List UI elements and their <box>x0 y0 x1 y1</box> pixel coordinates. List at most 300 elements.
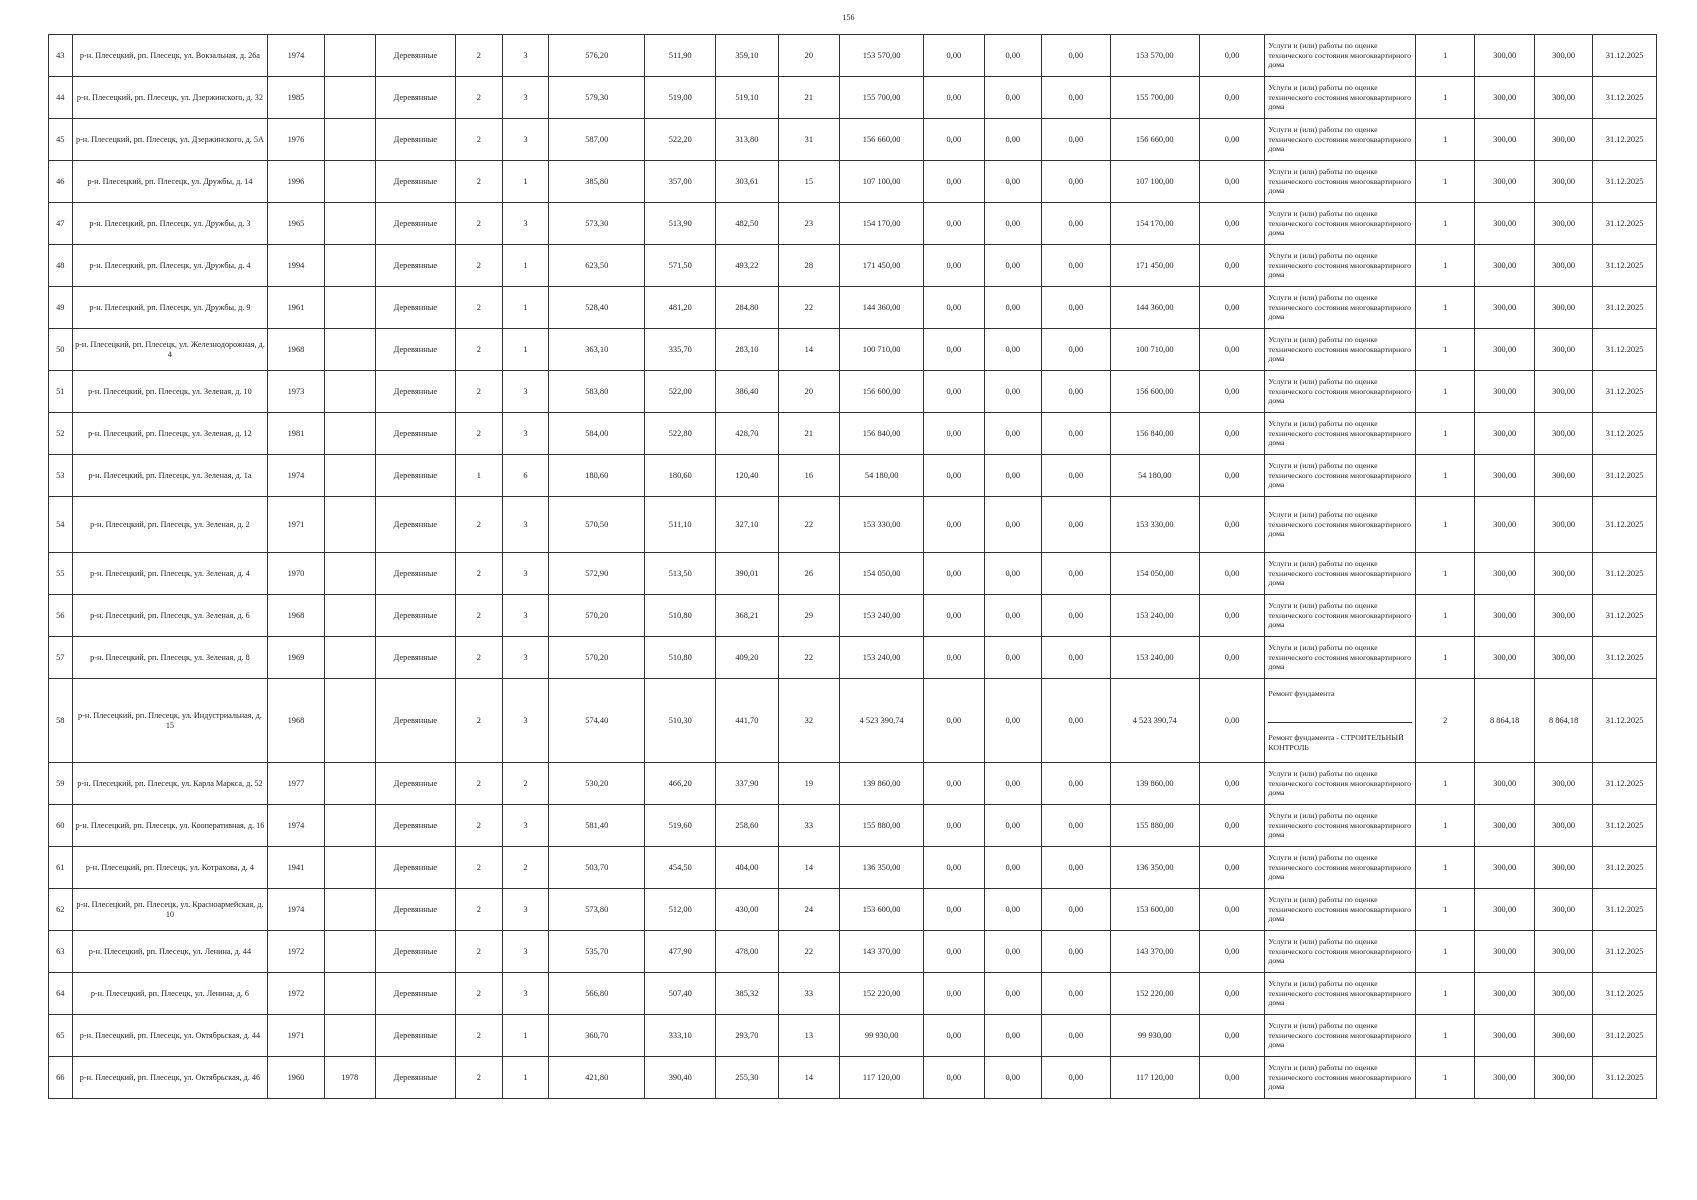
cell-work-type <box>1265 455 1416 497</box>
cell-fund-local: 0,00 <box>1041 119 1110 161</box>
cell-fund-federal: 0,00 <box>924 931 984 973</box>
cell-fund-regional: 0,00 <box>984 35 1041 77</box>
cell-completion-date: 31.12.2025 <box>1593 497 1657 553</box>
cell-fund-owners: 100 710,00 <box>1110 329 1199 371</box>
cell-fund-local: 0,00 <box>1041 287 1110 329</box>
cell-overhaul-year <box>324 847 375 889</box>
cell-total-cost: 154 170,00 <box>840 203 924 245</box>
cell-wall-material: Деревянные <box>375 455 455 497</box>
cell-overhaul-year <box>324 161 375 203</box>
cell-build-year: 1972 <box>268 973 324 1015</box>
cell-total-cost: 153 600,00 <box>840 889 924 931</box>
cell-work-type <box>1265 371 1416 413</box>
cell-entrances-count: 2 <box>502 847 548 889</box>
cell-wall-material: Деревянные <box>375 679 455 763</box>
cell-fund-owners: 153 240,00 <box>1110 637 1199 679</box>
cell-row-number: 55 <box>49 553 73 595</box>
cell-completion-date: 31.12.2025 <box>1593 203 1657 245</box>
cell-max-unit-cost: 300,00 <box>1534 973 1592 1015</box>
cell-unit-cost: 300,00 <box>1475 889 1534 931</box>
cell-overhaul-year <box>324 805 375 847</box>
work-line: Услуги и (или) работы по оценке технического состояния многоквартирного дома <box>1268 293 1412 322</box>
cell-work-count: 1 <box>1416 1015 1475 1057</box>
cell-build-year: 1941 <box>268 847 324 889</box>
cell-wall-material: Деревянные <box>375 637 455 679</box>
cell-overhaul-year <box>324 889 375 931</box>
cell-fund-federal: 0,00 <box>924 203 984 245</box>
cell-residential-area: 507,40 <box>645 973 716 1015</box>
cell-owned-area: 478,00 <box>716 931 779 973</box>
cell-address: р-н. Плесецкий, рп. Плесецк, ул. Октябрьская, д. 44 <box>72 1015 268 1057</box>
cell-work-count: 1 <box>1416 371 1475 413</box>
cell-unit-cost: 300,00 <box>1475 77 1534 119</box>
cell-row-number: 49 <box>49 287 73 329</box>
housing-program-table <box>48 34 1657 1099</box>
cell-total-cost: 153 240,00 <box>840 595 924 637</box>
cell-overhaul-year <box>324 763 375 805</box>
cell-entrances-count: 3 <box>502 595 548 637</box>
cell-fund-other: 0,00 <box>1199 637 1265 679</box>
cell-work-count: 1 <box>1416 161 1475 203</box>
cell-fund-regional: 0,00 <box>984 455 1041 497</box>
cell-max-unit-cost: 300,00 <box>1534 119 1592 161</box>
cell-overhaul-year <box>324 973 375 1015</box>
cell-fund-federal: 0,00 <box>924 1015 984 1057</box>
cell-build-year: 1976 <box>268 119 324 161</box>
work-line: Услуги и (или) работы по оценке технического состояния многоквартирного дома <box>1268 510 1412 539</box>
cell-overhaul-year <box>324 931 375 973</box>
cell-residents-count: 28 <box>778 245 839 287</box>
cell-total-area: 360,70 <box>549 1015 645 1057</box>
cell-owned-area: 120,40 <box>716 455 779 497</box>
cell-work-count: 1 <box>1416 35 1475 77</box>
cell-work-type <box>1265 637 1416 679</box>
work-line: Услуги и (или) работы по оценке технического состояния многоквартирного дома <box>1268 811 1412 840</box>
cell-row-number: 61 <box>49 847 73 889</box>
cell-residents-count: 33 <box>778 805 839 847</box>
cell-fund-owners: 155 880,00 <box>1110 805 1199 847</box>
cell-wall-material: Деревянные <box>375 889 455 931</box>
cell-residents-count: 15 <box>778 161 839 203</box>
cell-max-unit-cost: 300,00 <box>1534 1015 1592 1057</box>
cell-fund-owners: 152 220,00 <box>1110 973 1199 1015</box>
cell-residential-area: 466,20 <box>645 763 716 805</box>
cell-max-unit-cost: 300,00 <box>1534 35 1592 77</box>
cell-fund-local: 0,00 <box>1041 595 1110 637</box>
cell-entrances-count: 3 <box>502 973 548 1015</box>
cell-fund-local: 0,00 <box>1041 805 1110 847</box>
cell-fund-regional: 0,00 <box>984 497 1041 553</box>
cell-total-cost: 153 570,00 <box>840 35 924 77</box>
cell-owned-area: 368,21 <box>716 595 779 637</box>
cell-fund-owners: 117 120,00 <box>1110 1057 1199 1099</box>
cell-fund-local: 0,00 <box>1041 637 1110 679</box>
cell-fund-federal: 0,00 <box>924 287 984 329</box>
cell-residents-count: 19 <box>778 763 839 805</box>
cell-fund-regional: 0,00 <box>984 553 1041 595</box>
cell-owned-area: 283,10 <box>716 329 779 371</box>
cell-fund-regional: 0,00 <box>984 595 1041 637</box>
cell-row-number: 58 <box>49 679 73 763</box>
cell-row-number: 46 <box>49 161 73 203</box>
cell-total-area: 180,60 <box>549 455 645 497</box>
cell-max-unit-cost: 300,00 <box>1534 1057 1592 1099</box>
cell-owned-area: 404,00 <box>716 847 779 889</box>
cell-residential-area: 335,70 <box>645 329 716 371</box>
cell-build-year: 1974 <box>268 455 324 497</box>
table-row <box>49 889 1657 931</box>
cell-fund-regional: 0,00 <box>984 973 1041 1015</box>
cell-residents-count: 26 <box>778 553 839 595</box>
cell-work-count: 1 <box>1416 287 1475 329</box>
cell-fund-other: 0,00 <box>1199 329 1265 371</box>
cell-completion-date: 31.12.2025 <box>1593 1057 1657 1099</box>
cell-entrances-count: 3 <box>502 889 548 931</box>
cell-build-year: 1961 <box>268 287 324 329</box>
cell-owned-area: 386,40 <box>716 371 779 413</box>
cell-unit-cost: 300,00 <box>1475 595 1534 637</box>
cell-wall-material: Деревянные <box>375 973 455 1015</box>
cell-overhaul-year <box>324 329 375 371</box>
cell-residents-count: 22 <box>778 287 839 329</box>
cell-fund-other: 0,00 <box>1199 847 1265 889</box>
cell-owned-area: 327,10 <box>716 497 779 553</box>
cell-entrances-count: 3 <box>502 637 548 679</box>
cell-completion-date: 31.12.2025 <box>1593 287 1657 329</box>
cell-completion-date: 31.12.2025 <box>1593 637 1657 679</box>
work-line: Ремонт фундамента <box>1268 688 1335 698</box>
cell-build-year: 1969 <box>268 637 324 679</box>
table-row <box>49 497 1657 553</box>
cell-fund-local: 0,00 <box>1041 973 1110 1015</box>
cell-residential-area: 513,50 <box>645 553 716 595</box>
cell-overhaul-year: 1978 <box>324 1057 375 1099</box>
cell-owned-area: 519,10 <box>716 77 779 119</box>
cell-max-unit-cost: 300,00 <box>1534 637 1592 679</box>
cell-wall-material: Деревянные <box>375 287 455 329</box>
cell-fund-other: 0,00 <box>1199 119 1265 161</box>
cell-fund-regional: 0,00 <box>984 931 1041 973</box>
table-row <box>49 371 1657 413</box>
cell-total-cost: 152 220,00 <box>840 973 924 1015</box>
cell-fund-local: 0,00 <box>1041 497 1110 553</box>
cell-total-area: 574,40 <box>549 679 645 763</box>
cell-max-unit-cost: 300,00 <box>1534 595 1592 637</box>
cell-entrances-count: 3 <box>502 679 548 763</box>
cell-fund-local: 0,00 <box>1041 679 1110 763</box>
cell-build-year: 1968 <box>268 679 324 763</box>
work-line: Услуги и (или) работы по оценке технического состояния многоквартирного дома <box>1268 853 1412 882</box>
cell-fund-federal: 0,00 <box>924 119 984 161</box>
cell-residents-count: 23 <box>778 203 839 245</box>
cell-completion-date: 31.12.2025 <box>1593 119 1657 161</box>
cell-fund-regional: 0,00 <box>984 245 1041 287</box>
cell-owned-area: 493,22 <box>716 245 779 287</box>
cell-work-type <box>1265 161 1416 203</box>
cell-address: р-н. Плесецкий, рп. Плесецк, ул. Дзержинского, д. 32 <box>72 77 268 119</box>
cell-wall-material: Деревянные <box>375 553 455 595</box>
cell-row-number: 62 <box>49 889 73 931</box>
cell-build-year: 1985 <box>268 77 324 119</box>
cell-overhaul-year <box>324 287 375 329</box>
cell-build-year: 1974 <box>268 889 324 931</box>
table-row <box>49 287 1657 329</box>
cell-row-number: 54 <box>49 497 73 553</box>
cell-fund-other: 0,00 <box>1199 35 1265 77</box>
cell-owned-area: 359,10 <box>716 35 779 77</box>
cell-residential-area: 477,90 <box>645 931 716 973</box>
cell-floors-count: 2 <box>455 637 502 679</box>
cell-max-unit-cost: 300,00 <box>1534 287 1592 329</box>
cell-total-cost: 107 100,00 <box>840 161 924 203</box>
cell-fund-federal: 0,00 <box>924 847 984 889</box>
table-row <box>49 35 1657 77</box>
cell-total-area: 385,80 <box>549 161 645 203</box>
cell-work-type <box>1265 1015 1416 1057</box>
work-line: Ремонт фундамента - СТРОИТЕЛЬНЫЙ КОНТРОЛЬ <box>1268 722 1412 752</box>
cell-fund-other: 0,00 <box>1199 287 1265 329</box>
cell-fund-regional: 0,00 <box>984 413 1041 455</box>
cell-completion-date: 31.12.2025 <box>1593 679 1657 763</box>
cell-entrances-count: 3 <box>502 119 548 161</box>
work-line: Услуги и (или) работы по оценке технического состояния многоквартирного дома <box>1268 601 1412 630</box>
cell-completion-date: 31.12.2025 <box>1593 805 1657 847</box>
cell-fund-local: 0,00 <box>1041 553 1110 595</box>
cell-work-type <box>1265 553 1416 595</box>
cell-row-number: 59 <box>49 763 73 805</box>
cell-floors-count: 2 <box>455 1057 502 1099</box>
cell-total-area: 623,50 <box>549 245 645 287</box>
cell-entrances-count: 3 <box>502 553 548 595</box>
cell-residents-count: 14 <box>778 329 839 371</box>
cell-unit-cost: 300,00 <box>1475 35 1534 77</box>
work-line: Услуги и (или) работы по оценке технического состояния многоквартирного дома <box>1268 167 1412 196</box>
cell-address: р-н. Плесецкий, рп. Плесецк, ул. Зеленая, д. 10 <box>72 371 268 413</box>
work-line: Услуги и (или) работы по оценке технического состояния многоквартирного дома <box>1268 335 1412 364</box>
cell-address: р-н. Плесецкий, рп. Плесецк, ул. Железнодорожная, д. 4 <box>72 329 268 371</box>
cell-overhaul-year <box>324 245 375 287</box>
cell-residential-area: 519,00 <box>645 77 716 119</box>
cell-address: р-н. Плесецкий, рп. Плесецк, ул. Дружбы, д. 9 <box>72 287 268 329</box>
cell-total-cost: 54 180,00 <box>840 455 924 497</box>
cell-row-number: 50 <box>49 329 73 371</box>
cell-total-area: 503,70 <box>549 847 645 889</box>
cell-entrances-count: 3 <box>502 371 548 413</box>
cell-entrances-count: 3 <box>502 413 548 455</box>
work-line: Услуги и (или) работы по оценке технического состояния многоквартирного дома <box>1268 83 1412 112</box>
cell-max-unit-cost: 300,00 <box>1534 245 1592 287</box>
cell-fund-regional: 0,00 <box>984 805 1041 847</box>
cell-unit-cost: 300,00 <box>1475 553 1534 595</box>
cell-residential-area: 511,10 <box>645 497 716 553</box>
cell-fund-owners: 144 360,00 <box>1110 287 1199 329</box>
cell-address: р-н. Плесецкий, рп. Плесецк, ул. Зеленая, д. 8 <box>72 637 268 679</box>
cell-total-area: 570,20 <box>549 595 645 637</box>
cell-entrances-count: 3 <box>502 931 548 973</box>
cell-build-year: 1996 <box>268 161 324 203</box>
cell-work-count: 1 <box>1416 455 1475 497</box>
cell-entrances-count: 1 <box>502 1057 548 1099</box>
cell-residents-count: 22 <box>778 637 839 679</box>
cell-fund-other: 0,00 <box>1199 973 1265 1015</box>
cell-work-count: 1 <box>1416 847 1475 889</box>
cell-floors-count: 1 <box>455 455 502 497</box>
cell-work-count: 1 <box>1416 973 1475 1015</box>
cell-unit-cost: 300,00 <box>1475 245 1534 287</box>
cell-residential-area: 333,10 <box>645 1015 716 1057</box>
cell-residents-count: 33 <box>778 973 839 1015</box>
cell-build-year: 1973 <box>268 371 324 413</box>
cell-owned-area: 293,70 <box>716 1015 779 1057</box>
cell-fund-regional: 0,00 <box>984 77 1041 119</box>
cell-completion-date: 31.12.2025 <box>1593 329 1657 371</box>
cell-fund-regional: 0,00 <box>984 637 1041 679</box>
cell-fund-regional: 0,00 <box>984 371 1041 413</box>
cell-residential-area: 522,20 <box>645 119 716 161</box>
cell-owned-area: 441,70 <box>716 679 779 763</box>
cell-fund-regional: 0,00 <box>984 763 1041 805</box>
cell-floors-count: 2 <box>455 245 502 287</box>
cell-fund-regional: 0,00 <box>984 119 1041 161</box>
cell-floors-count: 2 <box>455 287 502 329</box>
cell-unit-cost: 300,00 <box>1475 637 1534 679</box>
cell-completion-date: 31.12.2025 <box>1593 245 1657 287</box>
cell-completion-date: 31.12.2025 <box>1593 161 1657 203</box>
cell-completion-date: 31.12.2025 <box>1593 595 1657 637</box>
cell-completion-date: 31.12.2025 <box>1593 1015 1657 1057</box>
work-line: Услуги и (или) работы по оценке технического состояния многоквартирного дома <box>1268 979 1412 1008</box>
cell-work-type <box>1265 973 1416 1015</box>
cell-residents-count: 21 <box>778 77 839 119</box>
cell-work-count: 1 <box>1416 1057 1475 1099</box>
cell-work-count: 1 <box>1416 637 1475 679</box>
cell-fund-federal: 0,00 <box>924 805 984 847</box>
cell-work-type <box>1265 679 1416 763</box>
cell-work-count: 1 <box>1416 119 1475 161</box>
cell-completion-date: 31.12.2025 <box>1593 77 1657 119</box>
cell-build-year: 1981 <box>268 413 324 455</box>
work-line: Услуги и (или) работы по оценке технического состояния многоквартирного дома <box>1268 769 1412 798</box>
cell-wall-material: Деревянные <box>375 931 455 973</box>
cell-residents-count: 20 <box>778 371 839 413</box>
cell-wall-material: Деревянные <box>375 245 455 287</box>
cell-build-year: 1974 <box>268 35 324 77</box>
table-row <box>49 805 1657 847</box>
cell-max-unit-cost: 8 864,18 <box>1534 679 1592 763</box>
cell-owned-area: 390,01 <box>716 553 779 595</box>
cell-fund-federal: 0,00 <box>924 973 984 1015</box>
cell-wall-material: Деревянные <box>375 763 455 805</box>
cell-total-cost: 153 330,00 <box>840 497 924 553</box>
cell-owned-area: 482,50 <box>716 203 779 245</box>
cell-total-area: 584,00 <box>549 413 645 455</box>
cell-row-number: 53 <box>49 455 73 497</box>
cell-unit-cost: 300,00 <box>1475 161 1534 203</box>
cell-max-unit-cost: 300,00 <box>1534 847 1592 889</box>
cell-residents-count: 31 <box>778 119 839 161</box>
cell-fund-federal: 0,00 <box>924 161 984 203</box>
cell-fund-owners: 153 600,00 <box>1110 889 1199 931</box>
cell-wall-material: Деревянные <box>375 161 455 203</box>
cell-fund-regional: 0,00 <box>984 1057 1041 1099</box>
cell-floors-count: 2 <box>455 889 502 931</box>
cell-floors-count: 2 <box>455 161 502 203</box>
cell-owned-area: 255,30 <box>716 1057 779 1099</box>
cell-total-cost: 154 050,00 <box>840 553 924 595</box>
cell-fund-other: 0,00 <box>1199 497 1265 553</box>
cell-work-type <box>1265 1057 1416 1099</box>
cell-fund-owners: 154 050,00 <box>1110 553 1199 595</box>
cell-unit-cost: 300,00 <box>1475 455 1534 497</box>
cell-owned-area: 430,00 <box>716 889 779 931</box>
cell-row-number: 64 <box>49 973 73 1015</box>
cell-overhaul-year <box>324 595 375 637</box>
cell-fund-owners: 153 570,00 <box>1110 35 1199 77</box>
cell-fund-federal: 0,00 <box>924 245 984 287</box>
cell-completion-date: 31.12.2025 <box>1593 931 1657 973</box>
cell-fund-local: 0,00 <box>1041 245 1110 287</box>
cell-fund-other: 0,00 <box>1199 77 1265 119</box>
table-row <box>49 1057 1657 1099</box>
cell-address: р-н. Плесецкий, рп. Плесецк, ул. Дружбы, д. 14 <box>72 161 268 203</box>
cell-owned-area: 303,61 <box>716 161 779 203</box>
cell-row-number: 60 <box>49 805 73 847</box>
work-line: Услуги и (или) работы по оценке технического состояния многоквартирного дома <box>1268 559 1412 588</box>
cell-address: р-н. Плесецкий, рп. Плесецк, ул. Индустриальная, д. 15 <box>72 679 268 763</box>
cell-fund-owners: 143 370,00 <box>1110 931 1199 973</box>
cell-residential-area: 519,60 <box>645 805 716 847</box>
table-row <box>49 161 1657 203</box>
cell-address: р-н. Плесецкий, рп. Плесецк, ул. Ленина, д. 6 <box>72 973 268 1015</box>
cell-total-cost: 117 120,00 <box>840 1057 924 1099</box>
cell-fund-owners: 154 170,00 <box>1110 203 1199 245</box>
cell-fund-federal: 0,00 <box>924 637 984 679</box>
cell-work-type <box>1265 497 1416 553</box>
cell-fund-owners: 54 180,00 <box>1110 455 1199 497</box>
cell-wall-material: Деревянные <box>375 413 455 455</box>
cell-fund-regional: 0,00 <box>984 161 1041 203</box>
cell-max-unit-cost: 300,00 <box>1534 763 1592 805</box>
cell-build-year: 1970 <box>268 553 324 595</box>
cell-fund-owners: 139 860,00 <box>1110 763 1199 805</box>
cell-fund-federal: 0,00 <box>924 553 984 595</box>
cell-row-number: 51 <box>49 371 73 413</box>
cell-total-area: 566,80 <box>549 973 645 1015</box>
cell-fund-owners: 156 600,00 <box>1110 371 1199 413</box>
cell-max-unit-cost: 300,00 <box>1534 203 1592 245</box>
cell-row-number: 47 <box>49 203 73 245</box>
cell-floors-count: 2 <box>455 553 502 595</box>
cell-total-area: 587,00 <box>549 119 645 161</box>
cell-wall-material: Деревянные <box>375 371 455 413</box>
cell-row-number: 48 <box>49 245 73 287</box>
cell-floors-count: 2 <box>455 119 502 161</box>
cell-build-year: 1971 <box>268 1015 324 1057</box>
cell-floors-count: 2 <box>455 595 502 637</box>
cell-entrances-count: 1 <box>502 161 548 203</box>
cell-unit-cost: 300,00 <box>1475 119 1534 161</box>
cell-residential-area: 510,80 <box>645 637 716 679</box>
table-row <box>49 763 1657 805</box>
cell-residential-area: 454,50 <box>645 847 716 889</box>
cell-overhaul-year <box>324 497 375 553</box>
cell-fund-other: 0,00 <box>1199 455 1265 497</box>
cell-fund-federal: 0,00 <box>924 329 984 371</box>
cell-total-area: 573,80 <box>549 889 645 931</box>
cell-unit-cost: 300,00 <box>1475 203 1534 245</box>
cell-total-cost: 144 360,00 <box>840 287 924 329</box>
cell-unit-cost: 300,00 <box>1475 413 1534 455</box>
